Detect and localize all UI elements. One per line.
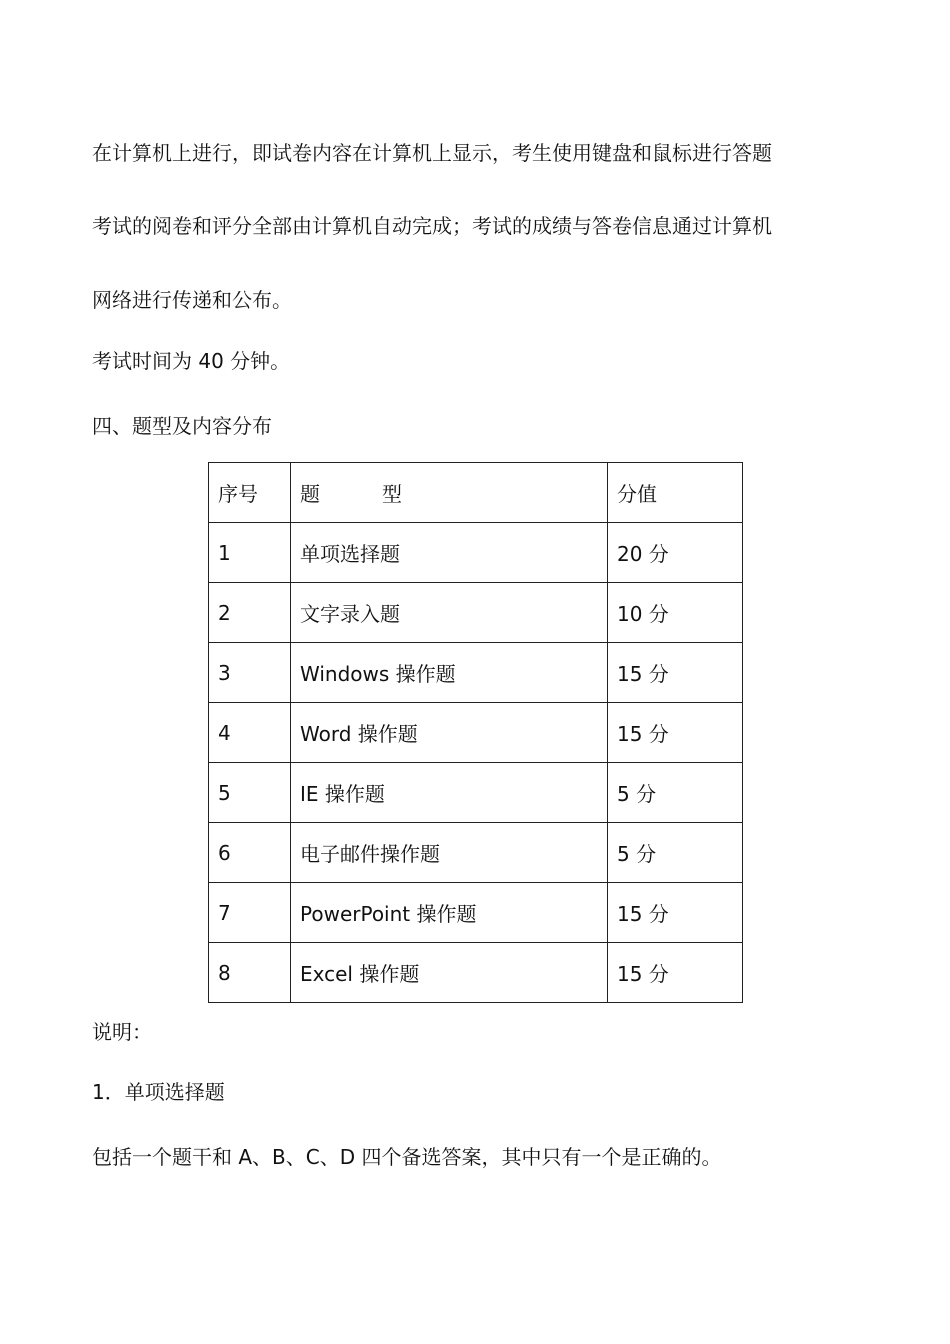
paragraph-line-3: 网络进行传递和公布。 xyxy=(92,288,292,312)
cell-no: 8 xyxy=(209,943,291,1003)
cell-type: Excel 操作题 xyxy=(291,943,608,1003)
header-score: 分值 xyxy=(608,463,743,523)
table-header-row xyxy=(209,463,743,523)
header-type: 题型 xyxy=(291,463,608,523)
table-row xyxy=(209,703,743,763)
cell-type: 文字录入题 xyxy=(291,583,608,643)
cell-no: 6 xyxy=(209,823,291,883)
cell-no: 2 xyxy=(209,583,291,643)
cell-no: 7 xyxy=(209,883,291,943)
paragraph-line-2: 考试的阅卷和评分全部由计算机自动完成；考试的成绩与答卷信息通过计算机 xyxy=(92,214,772,238)
cell-score: 15 分 xyxy=(608,643,743,703)
paragraph-line-1: 在计算机上进行，即试卷内容在计算机上显示，考生使用键盘和鼠标进行答题 xyxy=(92,141,772,165)
cell-score: 15 分 xyxy=(608,943,743,1003)
cell-no: 5 xyxy=(209,763,291,823)
cell-score: 10 分 xyxy=(608,583,743,643)
table-row xyxy=(209,943,743,1003)
table-row xyxy=(209,583,743,643)
cell-type: 电子邮件操作题 xyxy=(291,823,608,883)
cell-type: Word 操作题 xyxy=(291,703,608,763)
notes-item-1-description: 包括一个题干和 A、B、C、D 四个备选答案，其中只有一个是正确的。 xyxy=(92,1145,722,1169)
cell-score: 15 分 xyxy=(608,703,743,763)
cell-score: 5 分 xyxy=(608,763,743,823)
question-type-table xyxy=(208,462,743,1003)
cell-type: IE 操作题 xyxy=(291,763,608,823)
cell-no: 4 xyxy=(209,703,291,763)
notes-label: 说明： xyxy=(92,1020,152,1044)
cell-type: PowerPoint 操作题 xyxy=(291,883,608,943)
cell-score: 20 分 xyxy=(608,523,743,583)
cell-type: 单项选择题 xyxy=(291,523,608,583)
cell-no: 3 xyxy=(209,643,291,703)
cell-no: 1 xyxy=(209,523,291,583)
table-row xyxy=(209,883,743,943)
table-row xyxy=(209,823,743,883)
table-row xyxy=(209,763,743,823)
table-row xyxy=(209,643,743,703)
table-row xyxy=(209,523,743,583)
cell-score: 15 分 xyxy=(608,883,743,943)
cell-score: 5 分 xyxy=(608,823,743,883)
notes-item-1-title: 1．单项选择题 xyxy=(92,1080,225,1104)
section-heading: 四、题型及内容分布 xyxy=(92,414,272,438)
exam-duration-text: 考试时间为 40 分钟。 xyxy=(92,349,291,373)
header-no: 序号 xyxy=(209,463,291,523)
cell-type: Windows 操作题 xyxy=(291,643,608,703)
